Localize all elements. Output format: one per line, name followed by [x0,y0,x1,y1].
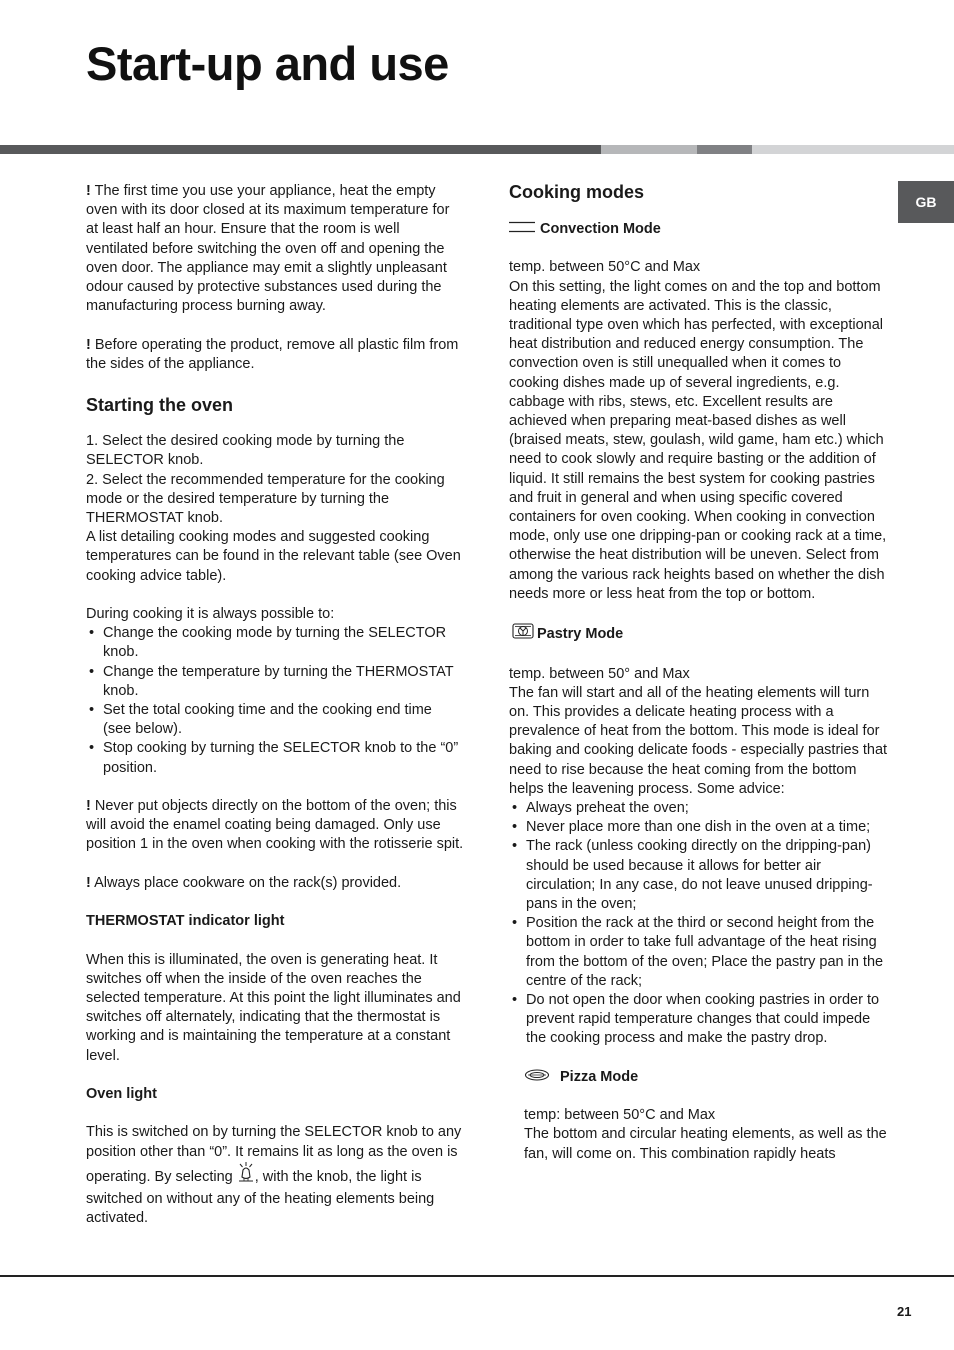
warning-icon: ! [86,183,91,199]
list-item: • Position the rack at the third or second height from the bottom in order to take full advantage of the heat rising from the bottom of the oven; Place the pastry pan in the centre of the rack; [509,914,889,991]
right-column [509,180,889,1164]
list-item: • The rack (unless cooking directly on the dripping-pan) should be used because it allows for better air circulation; In any case, do not leave unused dripping-pans in the oven; [509,837,889,914]
lamp-icon [238,1162,254,1190]
header-divider-bar [601,145,697,154]
pastry-mode-title: Pastry Mode [537,625,624,642]
list-item: • Never place more than one dish in the oven at a time; [509,818,889,837]
step-2: 2. Select the recommended temperature for the cooking mode or the desired temperature by turning the THERMOSTAT knob. [86,471,445,527]
list-item: • Always preheat the oven; [509,799,889,818]
warning-paragraph: ! Always place cookware on the rack(s) provided. [86,874,402,891]
warning-icon: ! [86,336,91,353]
pastry-mode-heading [509,623,889,645]
warning-icon: ! [86,798,91,815]
page-number: 21 [897,1304,912,1319]
convection-mode-title: Convection Mode [540,221,661,237]
pastry-advice-list [509,799,889,1049]
step-1: 1. Select the desired cooking mode by turning the SELECTOR knob. [86,433,405,469]
convection-temp: temp. between 50°C and Max [509,259,701,276]
thermostat-text: When this is illuminated, the oven is generating heat. It switches off when the inside of the oven reaches the selected temperature. At this point the light illuminates and switches off alternately, indicating that the thermostat is working and is maintaining the temperature at a constant level. [86,951,461,1064]
convection-icon [509,220,535,239]
during-cooking-intro: During cooking it is always possible to: [86,606,335,623]
table-reference-note: A list detailing cooking modes and suggested cooking temperatures can be found in the relevant table (see Oven cooking advice table). [86,529,461,584]
thermostat-heading: THERMOSTAT indicator light [86,913,285,930]
header-divider-bar [752,145,954,154]
oven-light-text: This is switched on by turning the SELECTOR knob to any position other than “0”. It remains lit as long as the oven is operating. By selecting , with the knob, the light is switched on without any of the heating elements being activated. [86,1124,462,1227]
language-tab: GB [898,181,954,223]
pizza-mode-heading [524,1068,889,1087]
warning-paragraph: ! Never put objects directly on the bottom of the oven; this will avoid the enamel coating being damaged. Only use position 1 in the oven when cooking with the rotisserie spit. [86,798,464,853]
list-item: • Change the temperature by turning the THERMOSTAT knob. [86,663,464,701]
list-item: • Set the total cooking time and the cooking end time (see below). [86,701,464,739]
section-heading-cooking-modes: Cooking modes [509,182,645,202]
list-item: • Do not open the door when cooking pastries in order to prevent rapid temperature changes that could impede the cooking process and make the pastry drop. [509,991,889,1049]
warning-paragraph: ! The first time you use your appliance, heat the empty oven with its door closed at its maximum temperature for at least half an hour. Ensure that the room is well ventilated before switching the oven off and opening the oven door. The appliance may emit a slightly unpleasant odour caused by protective substances used during the manufacturing process burning away. [86,183,450,315]
left-column [86,182,464,1228]
pastry-temp: temp. between 50° and Max [509,665,690,682]
footer-rule [0,1275,954,1277]
list-item: • Change the cooking mode by turning the SELECTOR knob. [86,624,464,662]
page-title: Start-up and use [86,37,449,90]
convection-text: On this setting, the light comes on and the top and bottom heating elements are activated. This is the classic, traditional type oven which has perfected, with exceptional heat distribution and reduced energy consumption. The convection oven is still unequalled when it comes to cooking dishes made up of several ingredients, e.g. cabbage with ribs, stews, etc. Excellent results are achieved when preparing meat-based dishes as well (braised meats, stew, goulash, wild game, ham etc.) which need to cook slowly and require basting or the addition of liquid. It still remains the best system for cooking pastries and fruit in general and when using specific covered containers for oven cooking. When cooking in convection mode, only use one dripping-pan or cooking rack at a time, otherwise the heat distribution will be uneven. Select from among the various rack heights based on whether the dish needs more or less heat from the top or bottom. [509,278,887,602]
pastry-fan-icon [512,623,534,645]
pastry-text: The fan will start and all of the heating elements will turn on. This provides a delicate heating process with a prevalence of heat from the bottom. This mode is ideal for baking and cooking delicate foods - especially pastries that need to rise because the heat coming from the bottom helps the leavening process. Some advice: [509,684,888,797]
during-cooking-list [86,624,464,778]
convection-mode-heading [509,220,889,239]
pizza-mode-section [524,1068,889,1164]
warning-icon: ! [86,874,91,891]
pizza-mode-title: Pizza Mode [560,1068,639,1085]
section-heading-starting: Starting the oven [86,395,234,416]
pizza-icon [524,1068,550,1087]
oven-light-heading: Oven light [86,1086,157,1103]
warning-paragraph: ! Before operating the product, remove all plastic film from the sides of the appliance. [86,336,459,372]
header-divider-bar [0,145,601,154]
pizza-text: The bottom and circular heating elements, as well as the fan, will come on. This combination rapidly heats [524,1126,887,1162]
list-item: • Stop cooking by turning the SELECTOR knob to the “0” position. [86,739,464,777]
header-divider-bar [697,145,752,154]
pizza-temp: temp: between 50°C and Max [524,1107,716,1124]
